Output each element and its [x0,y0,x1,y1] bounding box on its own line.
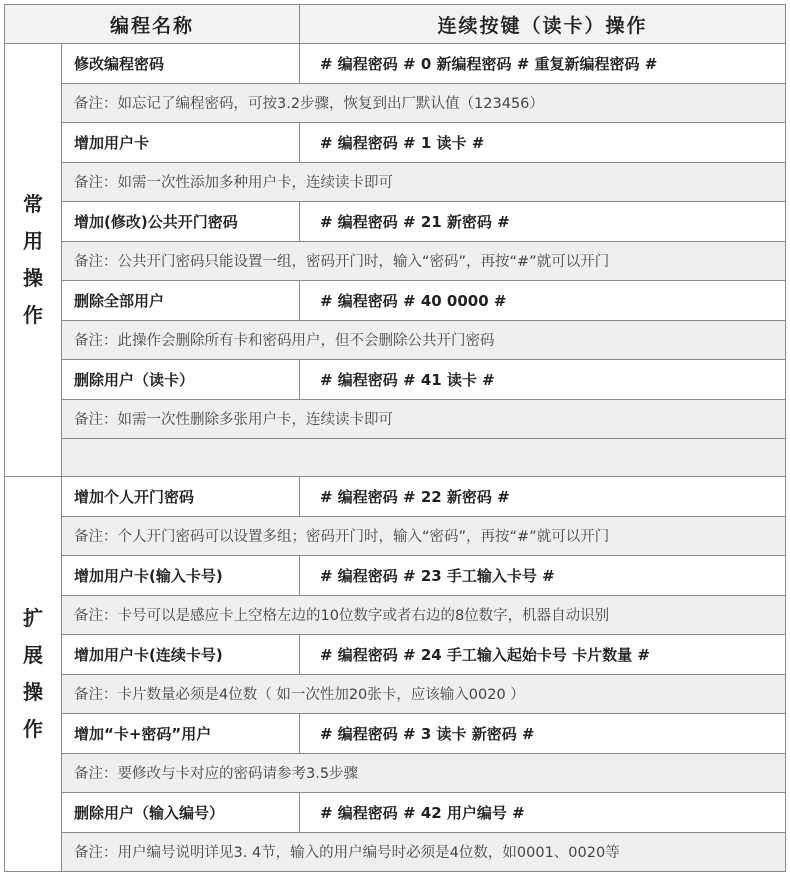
operation-name: 删除全部用户 [62,281,300,321]
operation-row [5,714,786,754]
operation-note: 备注：此操作会删除所有卡和密码用户，但不会删除公共开门密码 [62,320,786,360]
note-row [5,83,786,123]
operation-note: 备注：卡号可以是感应卡上空格左边的10位数字或者右边的8位数字，机器自动识别 [62,595,786,635]
operation-name: 修改编程密码 [62,44,300,84]
operation-row [5,477,786,517]
operation-name: 增加用户卡(连续卡号) [62,635,300,675]
header-name: 编程名称 [5,5,300,44]
group-label [5,477,62,872]
operation-name: 增加(修改)公共开门密码 [62,202,300,242]
operation-note: 备注：个人开门密码可以设置多组；密码开门时，输入“密码”，再按“#”就可以开门 [62,516,786,556]
operation-command: # 编程密码 # 21 新密码 # [300,202,786,242]
operation-command: # 编程密码 # 22 新密码 # [300,477,786,517]
operation-command: # 编程密码 # 40 0000 # [300,281,786,321]
operation-command: # 编程密码 # 24 手工输入起始卡号 卡片数量 # [300,635,786,675]
operation-name: 增加“卡+密码”用户 [62,714,300,754]
operation-row [5,281,786,321]
group-label-char: 操 [23,266,43,290]
operation-row [5,635,786,675]
operation-name: 增加用户卡 [62,123,300,163]
operation-row [5,202,786,242]
group-label [5,44,62,477]
operation-command: # 编程密码 # 23 手工输入卡号 # [300,556,786,596]
group-label-char: 用 [23,229,43,253]
operation-command: # 编程密码 # 41 读卡 # [300,360,786,400]
operation-name: 删除用户（输入编号） [62,793,300,833]
note-row [5,832,786,872]
operation-note: 备注：要修改与卡对应的密码请参考3.5步骤 [62,753,786,793]
note-row [5,399,786,439]
operation-note: 备注：如需一次性添加多种用户卡，连续读卡即可 [62,162,786,202]
header-operation: 连续按键（读卡）操作 [300,5,786,44]
note-row [5,162,786,202]
note-row [5,516,786,556]
operation-row [5,556,786,596]
blank-cell [62,439,786,477]
operation-row [5,44,786,84]
group-label-char: 作 [23,303,43,327]
note-row [5,674,786,714]
header-row [5,5,786,44]
operation-note: 备注：卡片数量必须是4位数（ 如一次性加20张卡，应该输入0020 ） [62,674,786,714]
operation-name: 增加用户卡(输入卡号) [62,556,300,596]
blank-row [5,439,786,477]
operation-row [5,360,786,400]
operation-command: # 编程密码 # 3 读卡 新密码 # [300,714,786,754]
programming-table [4,4,786,872]
operation-command: # 编程密码 # 42 用户编号 # [300,793,786,833]
operation-note: 备注：如忘记了编程密码，可按3.2步骤，恢复到出厂默认值（123456） [62,83,786,123]
operation-row [5,793,786,833]
operation-command: # 编程密码 # 1 读卡 # [300,123,786,163]
group-label-char: 展 [23,643,43,667]
note-row [5,753,786,793]
note-row [5,595,786,635]
operation-name: 删除用户（读卡） [62,360,300,400]
note-row [5,320,786,360]
group-label-char: 扩 [23,606,43,630]
group-label-char: 作 [23,717,43,741]
operation-name: 增加个人开门密码 [62,477,300,517]
operation-note: 备注：如需一次性删除多张用户卡，连续读卡即可 [62,399,786,439]
operation-note: 备注：用户编号说明详见3. 4节，输入的用户编号时必须是4位数，如0001、0020等 [62,832,786,872]
operation-note: 备注：公共开门密码只能设置一组，密码开门时，输入“密码”，再按“#”就可以开门 [62,241,786,281]
note-row [5,241,786,281]
group-label-char: 操 [23,680,43,704]
operation-row [5,123,786,163]
operation-command: # 编程密码 # 0 新编程密码 # 重复新编程密码 # [300,44,786,84]
group-label-char: 常 [23,192,43,216]
